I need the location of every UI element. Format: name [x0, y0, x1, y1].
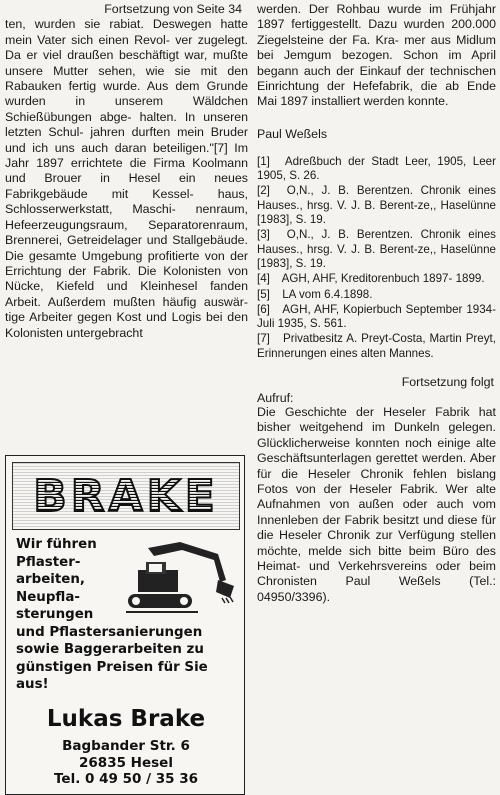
reference-number: [2] [257, 184, 270, 198]
text-line: werden. [257, 2, 302, 16]
text-line: jahren durften mein Bruder und [5, 125, 248, 155]
ad-line: sterungen [16, 607, 94, 622]
continuation-footer: Fortsetzung folgt [401, 375, 494, 389]
text-line: Im Jahr 1897 errichtete die Firma [5, 140, 249, 171]
ad-line: arbeiten, [16, 572, 85, 587]
text-line: hatte mein Vater sich einen Revol- [5, 17, 248, 47]
text-line: ver zugelegt. Da er viel draußen [5, 32, 248, 63]
reference-text: AGH, AHF, Kopierbuch September 1934-Juli 1935, S. 561. [257, 302, 496, 331]
ad-line: Pflaster- [16, 554, 81, 570]
text-line: nenraum, Hefeerzeugungsraum, [5, 202, 248, 232]
reference-text: AGH, AHF, Kreditorenbuch 1897- 1899. [281, 272, 485, 286]
text-line: ten, wurden sie rabiat. Deswegen [5, 17, 212, 32]
right-column [257, 2, 496, 605]
text-line: 1897 fertiggestellt. Dazu wurden [257, 17, 445, 32]
text-line: Getreidelager und Stallgebäude. [66, 233, 248, 248]
reference-item [257, 184, 496, 227]
text-line: tige Arbeiter gegen Kost und Logis [5, 310, 202, 325]
reference-item [257, 303, 496, 332]
text-line: Grunde wurden in unserem [5, 79, 248, 109]
reference-number: [6] [257, 302, 270, 316]
brand-logo: BRAKE [33, 470, 219, 522]
text-line: haus, Schlosserwerkstatt, Maschi- [5, 186, 248, 217]
text-line: neues Fabrikgebäude mit Kessel- [5, 171, 248, 201]
reference-item [257, 155, 496, 184]
text-line: auch der Einkauf der technischen [303, 63, 496, 78]
ad-line: Neupfla- [16, 589, 80, 605]
ad-line: Wir führen [16, 537, 97, 552]
ad-phone: Tel. 0 49 50 / 35 36 [54, 771, 198, 787]
ad-street: Bagbander Str. 6 [62, 738, 190, 754]
reference-text: Adreßbuch der Stadt Leer, 1905, Leer 1905, S. 26. [257, 154, 496, 183]
text-line: ich uns auch daran beteiligen."[7] [32, 140, 228, 155]
appeal-heading: Aufruf: [257, 391, 294, 405]
text-line: bei den Kolonisten untergebracht [5, 310, 248, 340]
reference-item [257, 228, 496, 271]
reference-number: [7] [257, 332, 270, 346]
reference-item [257, 272, 496, 286]
text-line: Rabauken fertig wurde. Aus dem [5, 79, 200, 94]
reference-number: [1] [257, 154, 270, 168]
reference-item [257, 332, 496, 361]
text-line: Einrichtung der Hefefabrik, die ab [257, 79, 460, 94]
text-line: 200.000 Ziegelsteine der Fa. Kra- [257, 17, 496, 47]
text-line: bezogen. Schon im April begann [257, 48, 496, 78]
text-line: beschäftigt war, mußte unsere [5, 48, 248, 78]
reference-text: O,N., J. B. Berentzen. Chronik eines Hauses., hrsg. V. J. B. Berent-ze,, Haselünne [1983], S. 19. [257, 184, 496, 227]
ad-line: aus! [16, 677, 49, 692]
brand-banner [12, 462, 240, 530]
reference-number: [5] [257, 287, 270, 301]
text-line: konnte. [407, 94, 449, 109]
reference-text: O,N., J. B. Berentzen. Chronik eines Hauses., hrsg. V. J. B. Berent-ze,, Haselünne [1983], S. 19. [257, 228, 496, 270]
ad-company-name: Lukas Brake [46, 706, 206, 732]
text-line: Ende Mai 1897 installiert werden [257, 79, 496, 109]
left-column [5, 2, 248, 341]
reference-text: Privatbesitz A. Preyt-Costa, Martin Preyt, Erinnerungen eines alten Mannes. [257, 332, 496, 360]
reference-number: [4] [257, 272, 270, 286]
reference-list [257, 155, 496, 361]
text-line: mer aus Midlum bei Jemgum [257, 32, 497, 63]
text-line: Kleinhesel fanden Arbeit. [5, 279, 248, 309]
ad-line: und Pflastersanierungen [16, 624, 203, 640]
text-line: Separatorenraum, Brennerei, [5, 217, 248, 248]
reference-text: LA vom 6.4.1898. [282, 287, 373, 301]
text-line: Wäldchen Schießübungen abge- [5, 94, 248, 124]
ad-line: sowie Baggerarbeiten zu [16, 642, 204, 657]
text-line: Die gesamte Umgebung profitierte [5, 248, 200, 263]
text-line: Mutter sehen, wie sie mit den [53, 63, 248, 78]
ad-services-text [16, 536, 238, 694]
text-line: Kolonisten von Nücke, Kiefeld und [5, 263, 248, 294]
ad-line: günstigen Preisen für Sie [16, 659, 208, 675]
text-line: Koolmann und Brouer in Hesel ein [5, 156, 248, 186]
text-line: Der Rohbau wurde im Frühjahr [308, 2, 496, 16]
reference-item [257, 288, 496, 302]
text-line: von der Errichtung der Fabrik. Die [5, 248, 248, 278]
ad-city: 26835 Hesel [79, 755, 173, 771]
continuation-note: Fortsetzung von Seite 34 [104, 2, 242, 16]
right-article-text [257, 2, 496, 110]
brake-advertisement [5, 455, 245, 795]
reference-number: [3] [257, 228, 270, 242]
text-line: halten. In unseren letzten Schul- [5, 109, 248, 140]
left-article-text [5, 2, 248, 341]
author-name: Paul Weßels [257, 126, 328, 141]
text-line: Außerdem mußten häufig auswär- [47, 294, 248, 309]
appeal-text: Die Geschichte der Heseler Fabrik hat bisher weitgehend im Dunkeln gelegen. Glücklicherweise konnten noch einige alte Geschäftsunterlagen gerettet werden. Aber für die Heseler Chronik fehlen bislang Fotos von der Heseler Fabrik. Wer alte Aufnahmen von außen oder auch vom Innenleben der Fabrik besitzt und diese für die Heseler Chronik zur Verfügung stellen möchte, melde sich bitte beim Büro des Heimat- und Verkehrsvereins oder beim Chronisten Paul Weßels (Tel.: 04950/3396). [257, 405, 496, 604]
